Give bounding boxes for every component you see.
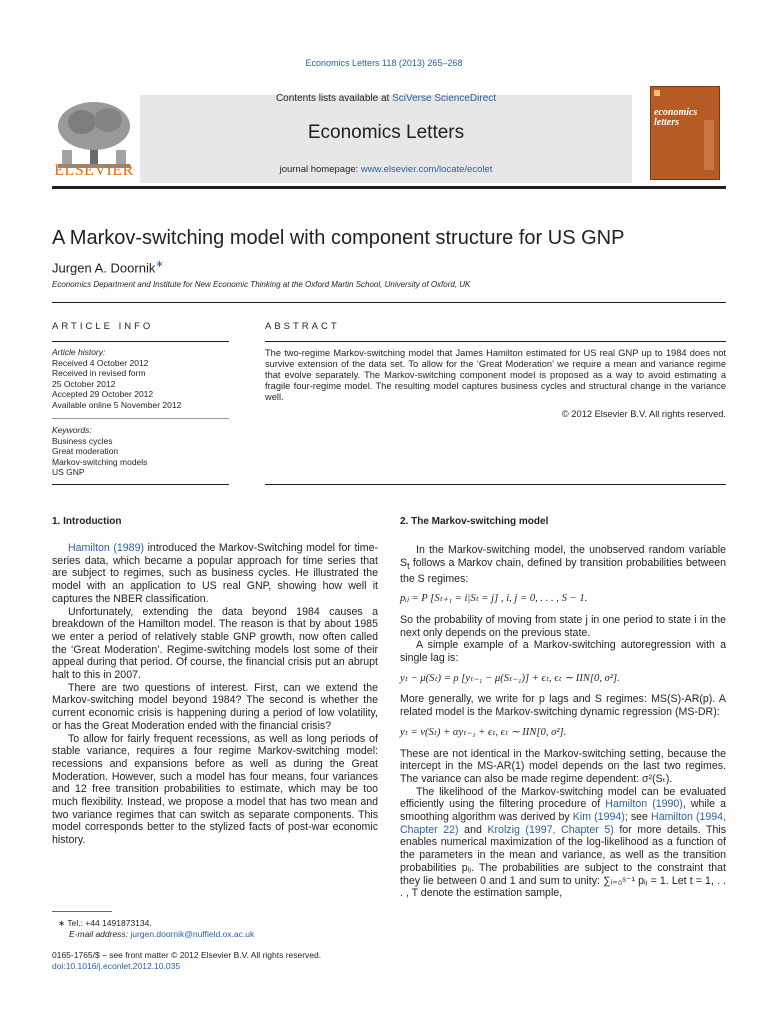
front-matter-line: 0165-1765/$ – see front matter © 2012 Elsevier B.V. All rights reserved. [52, 950, 322, 960]
abstract-rule [265, 341, 726, 342]
equation-ms-dr: yₜ = ν(Sₜ) + αyₜ₋₁ + ϵₜ, ϵₜ ∼ IIN[0, σ²]. [400, 726, 567, 738]
homepage-prefix: journal homepage: [279, 164, 361, 175]
doi-link[interactable]: doi:10.1016/j.econlet.2012.10.035 [52, 961, 181, 971]
cover-title [654, 108, 716, 128]
article-history [52, 347, 242, 411]
cover-badge [654, 90, 660, 96]
section-1-body [52, 542, 378, 847]
section-1-heading: 1. Introduction [52, 516, 122, 527]
history-item: 25 October 2012 [52, 378, 116, 389]
citation-link[interactable]: Kim (1994) [572, 811, 625, 824]
author-footnote [58, 918, 378, 940]
keywords [52, 425, 242, 478]
article-info-rule [52, 341, 229, 342]
keywords-label: Keywords: [52, 425, 92, 435]
paragraph-text: and [458, 823, 488, 836]
paragraph: To allow for fairly frequent recessions, as well as long periods of stable variance, requires a four regime Markov-switching model: recessions and expansions before as well as during the Great Moderation. However, such a model has four means, four variances and 12 free transition probabilities to estimate, which may be too much flexibility. Instead, we propose a model that has two mean and two variance regimes that can switch as separate components. This model corresponds better to the stylized facts of post-war economic history. [52, 732, 378, 847]
journal-title: Economics Letters [307, 122, 465, 143]
section-2-heading: 2. The Markov-switching model [400, 516, 549, 527]
keyword-item: Business cycles [52, 435, 113, 446]
citation-link[interactable]: Hamilton (1989) [68, 542, 144, 554]
paragraph [400, 786, 726, 900]
section-2-body [400, 544, 726, 900]
paragraph [52, 542, 378, 606]
homepage-line [140, 164, 632, 175]
email-label: E-mail address: [69, 929, 131, 939]
author-footnote-mark[interactable]: ∗ [155, 259, 164, 270]
email-link[interactable]: jurgen.doornik@nuffield.ox.ac.uk [130, 929, 255, 939]
footnote-rule [52, 911, 112, 912]
paragraph: These are not identical in the Markov-switching setting, because the intercept in the MS-AR(1) model depends on the last two regimes. The variance can also be made regime dependent: σ²(Sₜ). [400, 747, 726, 785]
sciencedirect-link[interactable]: SciVerse ScienceDirect [392, 93, 497, 104]
paragraph: So the probability of moving from state j in one period to state i in the next only depends on the previous state. [400, 613, 726, 639]
paragraph-text: The likelihood of the Markov-switching model can be evaluated efficiently using the filtering procedure of [400, 785, 726, 811]
homepage-link[interactable]: www.elsevier.com/locate/ecolet [360, 164, 493, 175]
paragraph: A simple example of a Markov-switching autoregression with a single lag is: [400, 639, 726, 665]
footnote-mark: ∗ [58, 918, 66, 928]
subscript: t [407, 560, 410, 571]
history-label: Article history: [52, 347, 106, 357]
cover-title-line-2: letters [654, 117, 679, 128]
paragraph-text: , while a smoothing algorithm was derived by [400, 798, 726, 824]
author-line [52, 259, 164, 275]
paragraph-text: follows a Markov chain, defined by transition probabilities between the S regimes: [400, 556, 726, 585]
cover-title-line-1: economics [654, 107, 698, 118]
equation-transition: pᵢⱼ = P [Sₜ₊₁ = i|Sₜ = j] , i, j = 0, . . . , S − 1. [400, 593, 588, 605]
front-matter [52, 950, 452, 972]
keyword-item: Markov-switching models [52, 456, 148, 467]
paragraph: Unfortunately, extending the data beyond 1984 causes a breakdown of the Hamilton model. The reason is that by about 1985 we enter a period of relatively stable GNP growth, now often called the ‘Great Moderation’. Regime-switching models lost some of their appeal during that period. Of course, the financial crisis put an abrupt halt to this in 2007. [52, 605, 378, 682]
footnote-tel: Tel.: +44 1491873134. [67, 918, 152, 928]
contents-prefix: Contents lists available at [275, 93, 393, 104]
title-rule [52, 302, 726, 303]
affiliation: Economics Department and Institute for New Economic Thinking at the Oxford Martin School, University of Oxford, UK [52, 280, 471, 289]
paragraph-text: for more details. This enables numerical maximization of the log-likelihood as a function of the parameters in the mean and variance, as well as the transition probabilities pᵢⱼ. The probabilities are subject to the constraint that they lie between 0 and 1 and sum to unity: ∑ᵢ₌₀ˢ⁻¹ pᵢⱼ = 1. Let t = 1, . . . , T denote the estimation sample, [400, 823, 726, 900]
paragraph [400, 544, 726, 585]
footnote-tel-line [58, 918, 378, 929]
equation-ms-ar: yₜ − μ(Sₜ) = ρ [yₜ₋₁ − μ(Sₜ₋₁)] + ϵₜ, ϵₜ ∼ IIN[0, σ²]. [400, 672, 620, 684]
contents-line [140, 93, 632, 104]
abstract-bottom-rule [265, 484, 726, 485]
paragraph-text: In the Markov-switching model, the unobserved random variable S [400, 544, 726, 569]
paragraph: There are two questions of interest. First, can we extend the Markov-switching model beyond 1984? The second is whether the current economic crisis is happening during a period of low volatility, or has the Great Moderation ended with the financial crisis? [52, 681, 378, 732]
paragraph: More generally, we write for p lags and S regimes: MS(S)-AR(p). A related model is the Markov-switching dynamic regression (MS-DR): [400, 693, 726, 719]
keyword-item: US GNP [52, 467, 85, 478]
history-item: Received 4 October 2012 [52, 357, 149, 368]
history-item: Available online 5 November 2012 [52, 399, 182, 410]
abstract-copyright: © 2012 Elsevier B.V. All rights reserved. [561, 409, 726, 419]
keyword-item: Great moderation [52, 446, 119, 457]
keywords-rule [52, 418, 229, 419]
footnote-email-line [58, 929, 378, 940]
citation-link[interactable]: Krolzig (1997, Chapter 5) [487, 823, 614, 836]
history-item: Accepted 29 October 2012 [52, 389, 154, 400]
publisher-wordmark: ELSEVIER [54, 162, 134, 179]
abstract-text: The two-regime Markov-switching model that James Hamilton estimated for US real GNP up to 1984 does not survive extension of the data set. To allow for the ‘Great Moderation’ we require a mean and variance regime that evolve separately. The Markov-switching component model is proposed as a way to avoid estimating a fragile four-regime model. The resulting model captures business cycles and structural change in the variance well. [265, 348, 726, 402]
citation-link[interactable]: Hamilton (1990) [605, 798, 683, 811]
journal-reference[interactable]: Economics Letters 118 (2013) 265–268 [305, 58, 463, 68]
history-item: Received in revised form [52, 368, 146, 379]
info-bottom-rule [52, 484, 229, 485]
paragraph-text: introduced the Markov-Switching model for time-series data, which became a popular approach for time series that are subject to regimes, such as business cycles. He illustrated the model with an application to US real GNP, showing how well it captures the NBER classification. [52, 542, 378, 605]
article-title: A Markov-switching model with component structure for US GNP [52, 227, 625, 249]
abstract-heading: ABSTRACT [265, 321, 340, 332]
citation-link[interactable]: Hamilton (1994, Chapter 22) [400, 811, 726, 836]
article-info-heading: ARTICLE INFO [52, 321, 154, 332]
paragraph-text: ; see [624, 811, 652, 824]
header-rule [52, 186, 726, 189]
author-name: Jurgen A. Doornik [52, 260, 156, 276]
